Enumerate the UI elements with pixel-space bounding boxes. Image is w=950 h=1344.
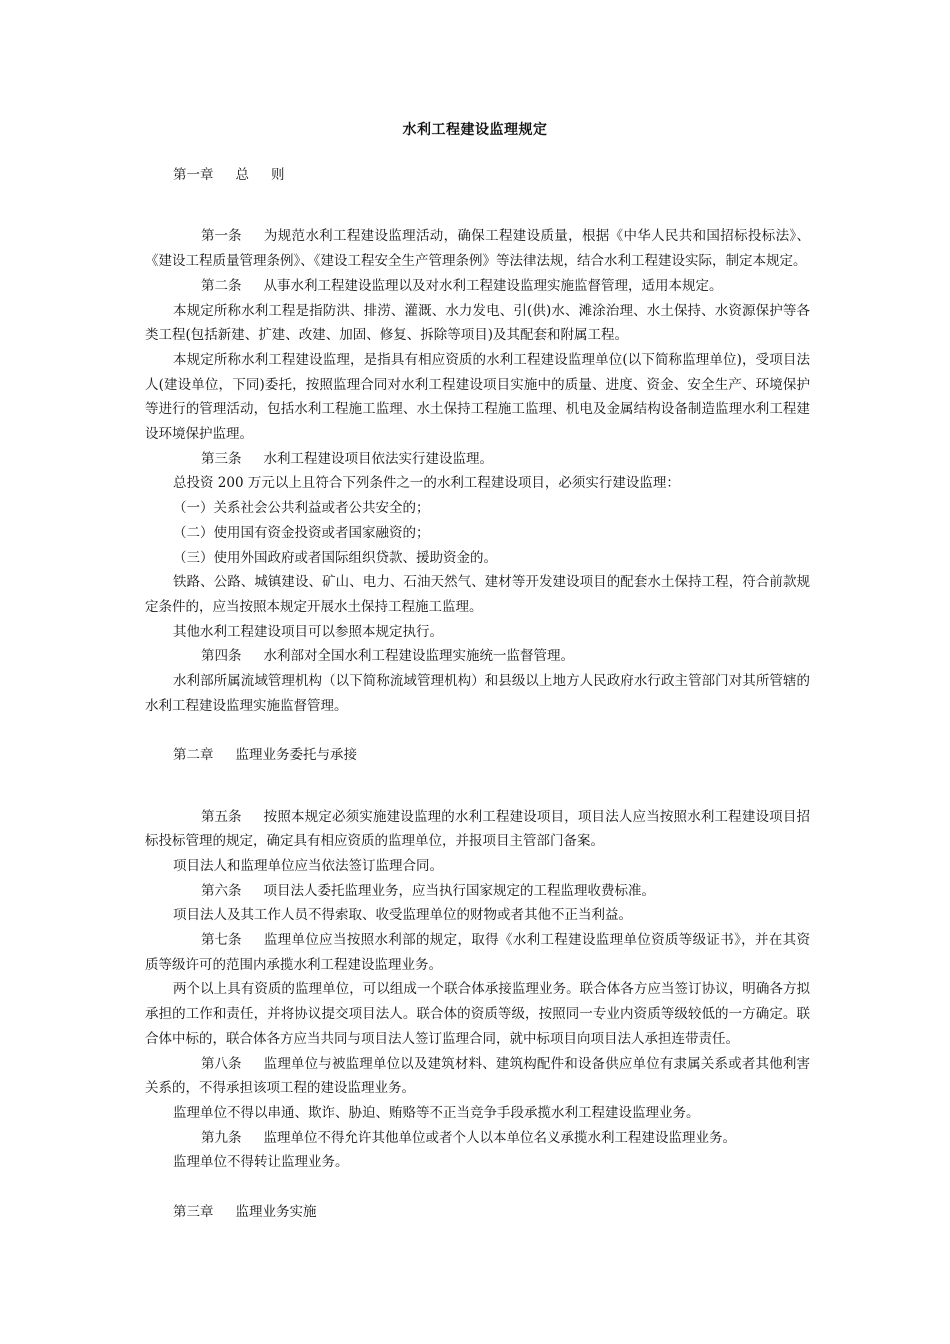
article-number: 第六条 [201,882,242,899]
paragraph-scope-2: 本规定所称水利工程建设监理，是指具有相应资质的水利工程建设监理单位(以下简称监理单位)，受项目法人(建设单位，下同)委托，按照监理合同对水利工程建设项目实施中的质量、进度、资金、安全生产、环境保护等进行的管理活动，包括水利工程施工监理、水土保持工程施工监理、机电及金属结构设备制造监理水利工程建设环境保护监理。 [145,351,810,443]
paragraph-scope-1: 本规定所称水利工程是指防洪、排涝、灌溉、水力发电、引(供)水、滩涂治理、水土保持、水资源保护等各类工程(包括新建、扩建、改建、加固、修复、拆除等项目)及其配套和附属工程。 [145,302,810,344]
article-number: 第七条 [201,932,242,949]
article-number: 第三条 [201,450,242,467]
paragraph-railway: 铁路、公路、城镇建设、矿山、电力、石油天然气、建材等开发建设项目的配套水土保持工程，符合前款规定条件的，应当按照本规定开展水土保持工程施工监理。 [145,574,810,615]
chapter-3-heading: 第三章 监理业务实施 [173,1203,317,1220]
article-8: 第八条 监理单位与被监理单位以及建筑材料、建筑构配件和设备供应单位有隶属关系或者其他利害关系的，不得承担该项工程的建设监理业务。 [145,1052,810,1101]
article-2: 第二条 从事水利工程建设监理以及对水利工程建设监理实施监督管理，适用本规定。 [145,274,810,299]
article-1: 第一条 为规范水利工程建设监理活动，确保工程建设质量，根据《中华人民共和国招标投标法》、《建设工程质量管理条例》、《建设工程安全生产管理条例》等法律法规，结合水利工程建设实际，制定本规定。 [145,224,810,273]
article-3: 第三条 水利工程建设项目依法实行建设监理。 [145,447,810,472]
paragraph-no-accept: 项目法人及其工作人员不得索取、收受监理单位的财物或者其他不正当利益。 [173,907,632,924]
chapter-number: 第三章 [173,1203,214,1220]
article-number: 第八条 [201,1055,242,1072]
article-7: 第七条 监理单位应当按照水利部的规定，取得《水利工程建设监理单位资质等级证书》，并在其资质等级许可的范围内承揽水利工程建设监理业务。 [145,928,810,977]
chapter-number: 第二章 [173,747,214,764]
article-5: 第五条 按照本规定必须实施建设监理的水利工程建设项目，项目法人应当按照水利工程建设项目招标投标管理的规定，确定具有相应资质的监理单位，并报项目主管部门备案。 [145,805,810,854]
document-title: 水利工程建设监理规定 [402,122,548,138]
chapter-2-heading: 第二章 监理业务委托与承接 [173,747,357,764]
paragraph-investment: 总投资 200 万元以上且符合下列条件之一的水利工程建设项目，必须实行建设监理： [173,475,680,492]
article-6: 第六条 项目法人委托监理业务，应当执行国家规定的工程监理收费标准。 [145,879,810,904]
article-number: 第四条 [201,648,242,665]
article-9: 第九条 监理单位不得允许其他单位或者个人以本单位名义承揽水利工程建设监理业务。 [145,1126,810,1151]
chapter-1-heading: 第一章 总 则 [173,167,285,183]
paragraph-no-collusion: 监理单位不得以串通、欺诈、胁迫、贿赂等不正当竞争手段承揽水利工程建设监理业务。 [173,1104,700,1121]
article-number: 第五条 [201,808,242,825]
paragraph-basin: 水利部所属流域管理机构（以下简称流域管理机构）和县级以上地方人民政府水行政主管部门对其所管辖的水利工程建设监理实施监督管理。 [145,673,810,714]
paragraph-contract: 项目法人和监理单位应当依法签订监理合同。 [173,857,443,874]
list-item-3: （三）使用外国政府或者国际组织贷款、援助资金的。 [173,549,497,566]
document-body [145,0,810,1224]
paragraph-joint: 两个以上具有资质的监理单位，可以组成一个联合体承接监理业务。联合体各方应当签订协议，明确各方拟承担的工作和责任，并将协议提交项目法人。联合体的资质等级，按照同一专业内资质等级较低的一方确定。联合体中标的，联合体各方应当共同与项目法人签订监理合同，就中标项目向项目法人承担连带责任。 [145,981,810,1047]
paragraph-no-transfer: 监理单位不得转让监理业务。 [173,1154,349,1171]
list-item-2: （二）使用国有资金投资或者国家融资的； [173,524,430,541]
paragraph-other: 其他水利工程建设项目可以参照本规定执行。 [173,623,443,640]
article-number: 第一条 [201,228,242,245]
article-4: 第四条 水利部对全国水利工程建设监理实施统一监督管理。 [145,644,810,669]
article-number: 第九条 [201,1129,242,1146]
list-item-1: （一）关系社会公共利益或者公共安全的； [173,500,430,517]
chapter-number: 第一章 [173,167,214,183]
article-number: 第二条 [201,277,242,294]
